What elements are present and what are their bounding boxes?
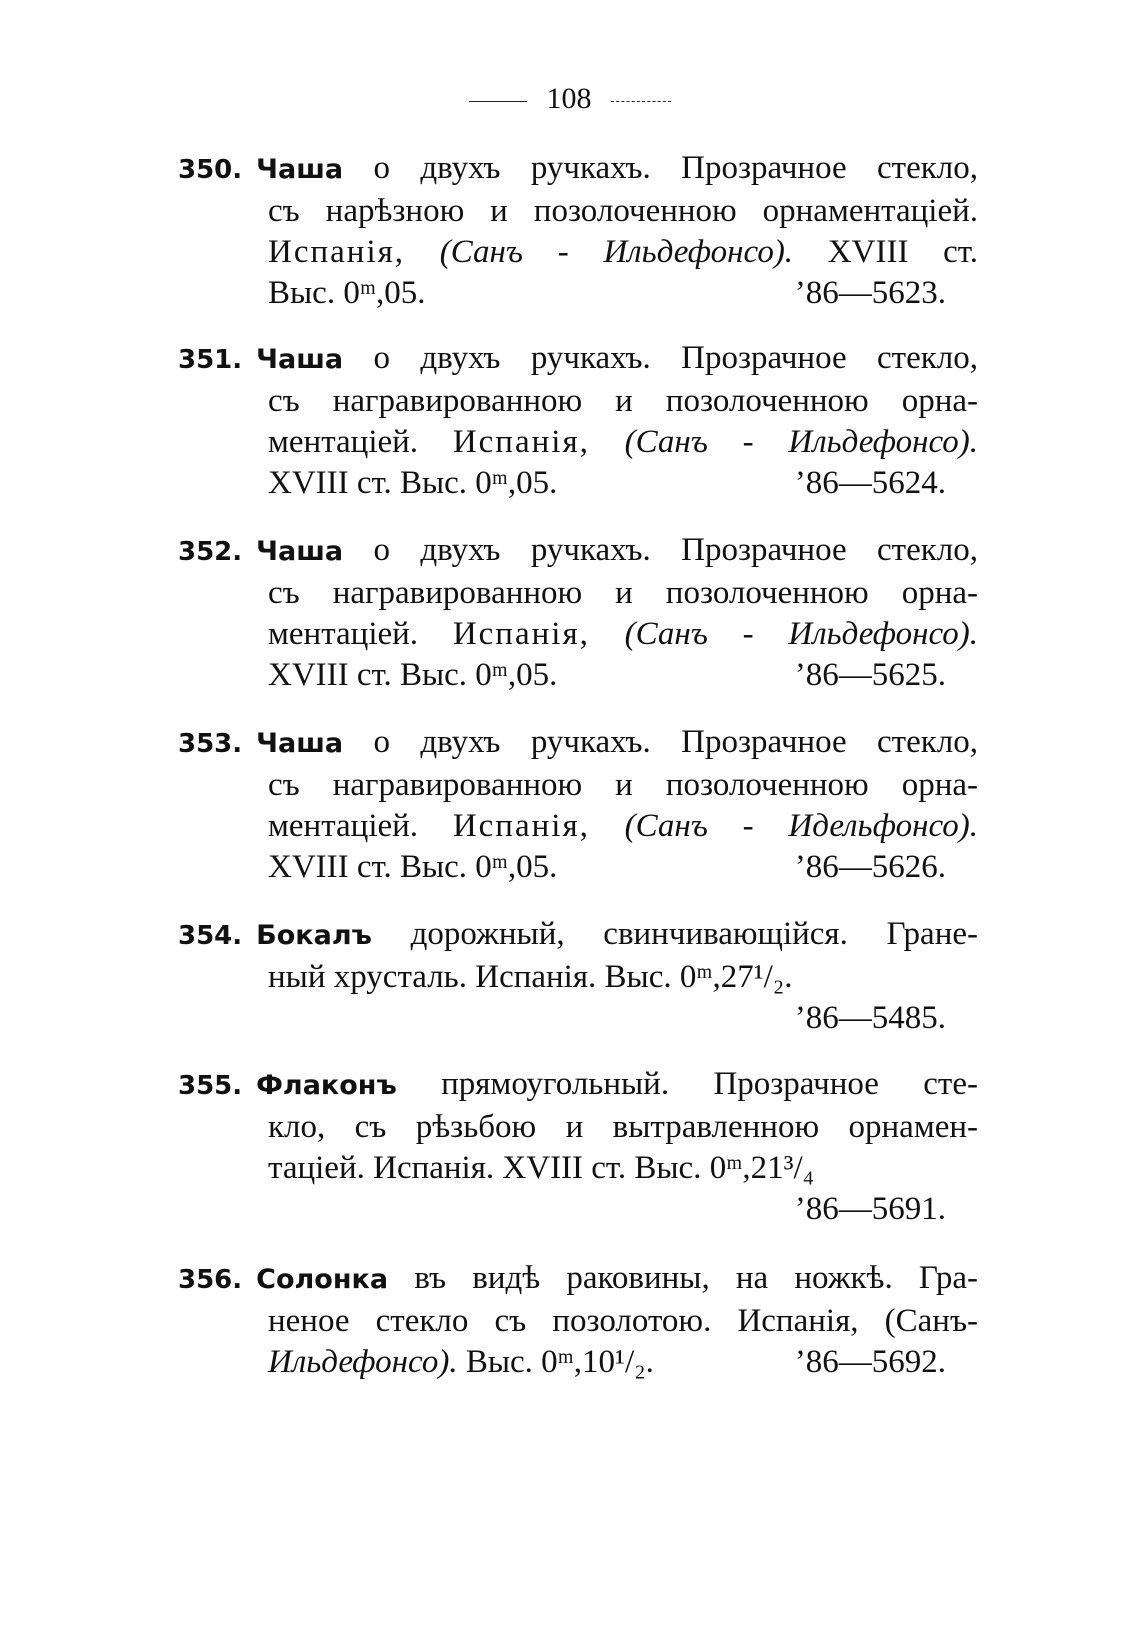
entry-text: о двухъ ручкахъ. Прозрачное стекло, (373, 340, 979, 376)
item-name: Чаша (256, 344, 344, 375)
entry-line: неное стекло съ позолотою. Испанія, (Санъ- (268, 1303, 978, 1339)
entry-number: 350. (178, 155, 243, 185)
item-name: Солонка (256, 1264, 389, 1295)
entry-line (178, 422, 978, 463)
entry-text: ментаціей. (268, 424, 419, 460)
inventory-ref: ’86—5692. (794, 1344, 946, 1380)
entry-line (178, 530, 978, 573)
location: Ильдефонсо). (268, 1344, 458, 1380)
entry-line (178, 232, 978, 273)
location: (Санъ - Ильдефонсо). (624, 616, 979, 652)
entry-line (178, 806, 978, 847)
entry-number: 351. (178, 345, 243, 375)
inventory-ref: ’86—5691. (794, 1191, 946, 1227)
place-name: Испанія, (452, 424, 590, 460)
inventory-ref: ’86—5624. (794, 465, 946, 501)
item-name: Чаша (256, 728, 344, 759)
catalog-entry-355 (178, 1064, 978, 1230)
entry-line (178, 614, 978, 655)
entry-line (178, 847, 978, 888)
entry-line: съ награвированною и позолоченною орна- (268, 575, 978, 611)
entry-number: 354. (178, 921, 243, 951)
entry-number: 352. (178, 537, 243, 567)
header-rule-right (611, 101, 671, 102)
entry-line: съ награвированною и позолоченною орна- (268, 383, 978, 419)
inventory-ref: ’86—5626. (794, 849, 946, 885)
entry-line (178, 1258, 978, 1301)
catalog-entry-350 (178, 148, 978, 314)
item-name: Чаша (256, 536, 344, 567)
entry-text: прямоугольный. Прозрачное сте- (441, 1066, 978, 1102)
entry-line (178, 463, 978, 504)
catalog-entry-354 (178, 914, 978, 1039)
entry-line (178, 722, 978, 765)
size: XVIII ст. Выс. 0ᵐ,05. (268, 657, 558, 693)
entry-text: о двухъ ручкахъ. Прозрачное стекло, (373, 724, 979, 760)
entry-line: кло, съ рѣзьбою и вытравленною орнамен- (268, 1109, 978, 1145)
location: (Санъ - Идельфонсо). (624, 808, 979, 844)
entry-line (178, 914, 978, 957)
entry-text: въ видѣ раковины, на ножкѣ. Гра- (414, 1260, 979, 1296)
size: Выс. 0ᵐ,10¹/₂. (465, 1344, 654, 1380)
entry-text: ментаціей. (268, 808, 419, 844)
size: Выс. 0ᵐ,05. (268, 275, 426, 311)
entry-line (178, 338, 978, 381)
entry-text: дорожный, свинчивающійся. Гране- (410, 916, 978, 952)
catalog-entry-353 (178, 722, 978, 888)
page-header (0, 82, 1140, 116)
item-name: Флаконъ (256, 1070, 397, 1101)
entry-line (178, 273, 978, 314)
item-name: Бокалъ (256, 920, 372, 951)
entry-number: 356. (178, 1265, 243, 1295)
century: XVIII ст. (827, 234, 978, 270)
size: XVIII ст. Выс. 0ᵐ,05. (268, 849, 558, 885)
entry-line: съ нарѣзною и позолоченною орнаментаціей. (268, 193, 978, 229)
catalog-entry-356 (178, 1258, 978, 1383)
place-name: Испанія, (452, 616, 590, 652)
catalog-entry-352 (178, 530, 978, 696)
place-name: Испанія, (452, 808, 590, 844)
catalog-entry-351 (178, 338, 978, 504)
page-number: 108 (546, 82, 592, 115)
place-name: Испанія, (268, 234, 406, 270)
entry-number: 353. (178, 729, 243, 759)
entry-text: о двухъ ручкахъ. Прозрачное стекло, (373, 150, 979, 186)
item-name: Чаша (256, 154, 344, 185)
location: (Санъ - Ильдефонсо). (439, 234, 794, 270)
location: (Санъ - Ильдефонсо). (624, 424, 979, 460)
entry-line: ный хрусталь. Испанія. Выс. 0ᵐ,27¹/₂. (268, 959, 793, 995)
entry-line: съ награвированною и позолоченною орна- (268, 767, 978, 803)
entry-text: ментаціей. (268, 616, 419, 652)
inventory-ref: ’86—5625. (794, 657, 946, 693)
entry-line (178, 1064, 978, 1107)
entry-line: таціей. Испанія. XVIII ст. Выс. 0ᵐ,21³/₄ (268, 1150, 815, 1186)
header-rule-left (469, 101, 527, 102)
inventory-ref: ’86—5623. (794, 275, 946, 311)
entry-text: о двухъ ручкахъ. Прозрачное стекло, (373, 532, 979, 568)
entry-line (178, 1342, 978, 1383)
size: XVIII ст. Выс. 0ᵐ,05. (268, 465, 558, 501)
entry-line (178, 655, 978, 696)
entry-number: 355. (178, 1071, 243, 1101)
inventory-ref: ’86—5485. (794, 1000, 946, 1036)
entry-line (178, 148, 978, 191)
